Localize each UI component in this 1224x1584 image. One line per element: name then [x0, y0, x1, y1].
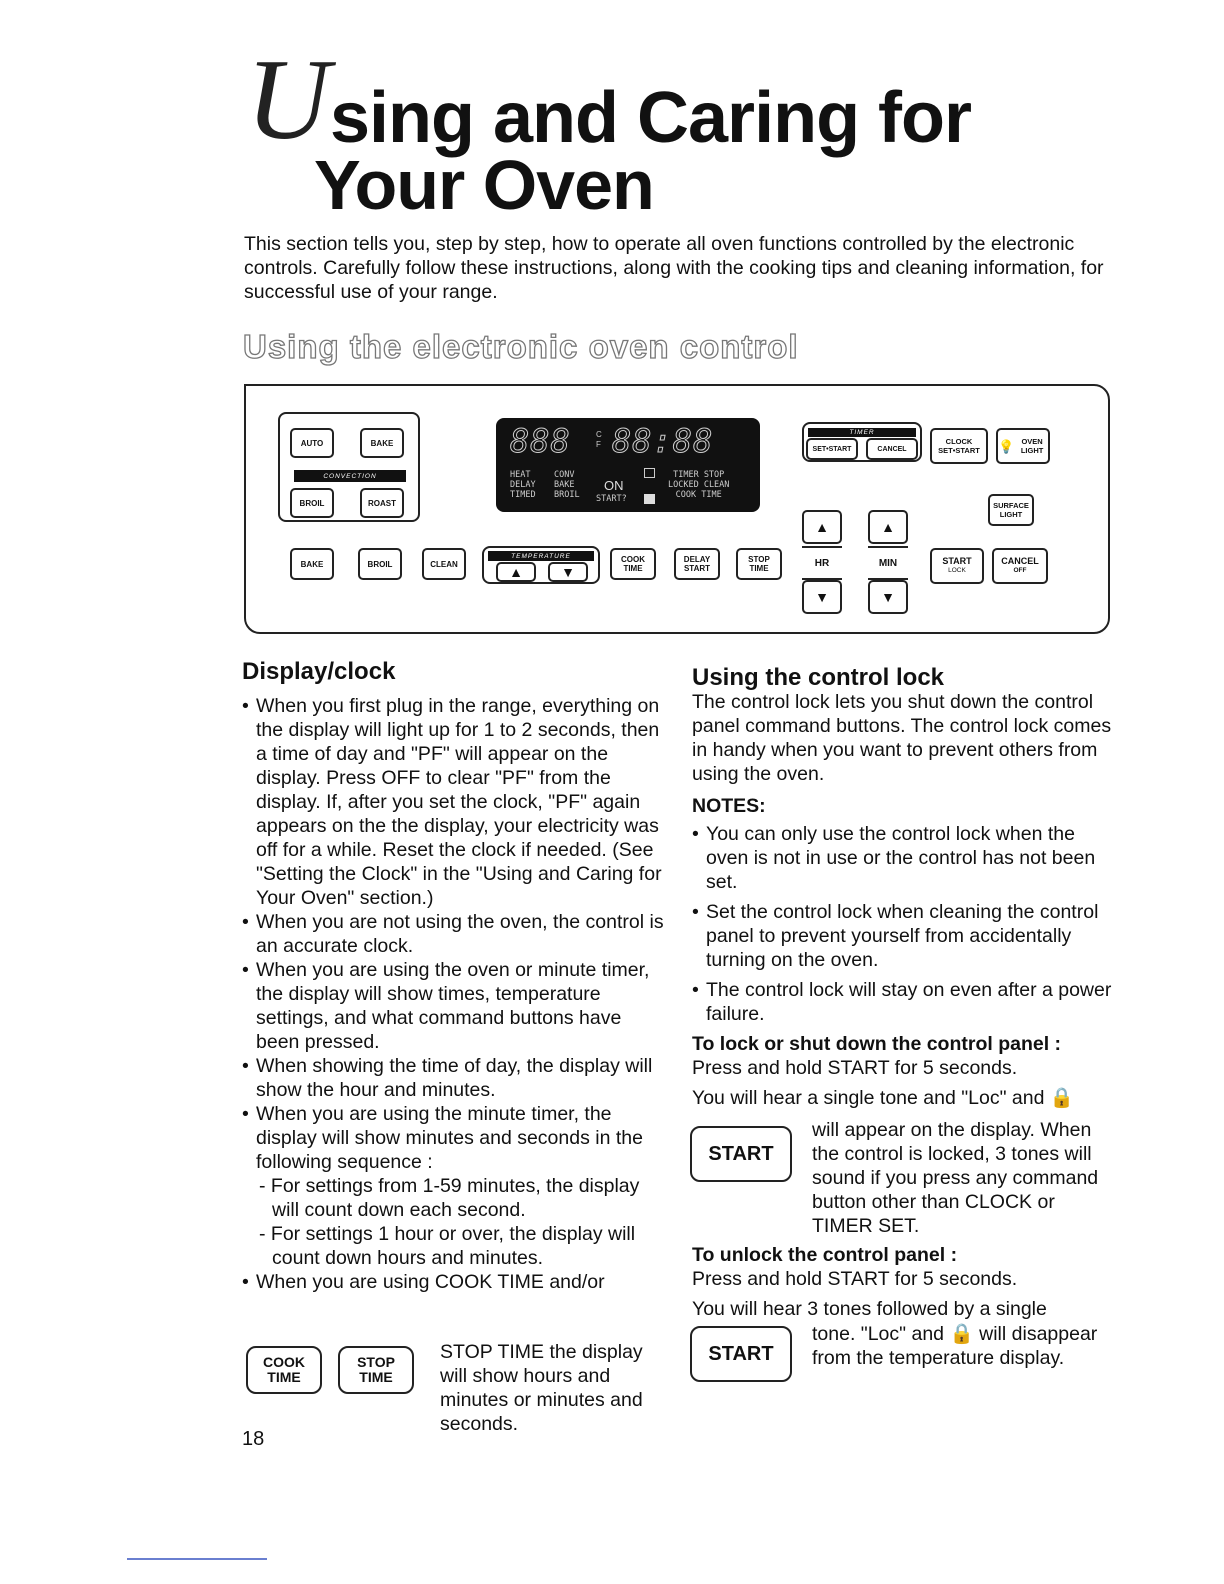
convection-label: CONVECTION — [294, 470, 406, 482]
footer-rule — [127, 1558, 267, 1560]
surface-light-button[interactable]: SURFACE LIGHT — [988, 494, 1034, 526]
lock-result-lead: You will hear a single tone and "Loc" and 🔒 — [692, 1087, 1075, 1109]
lcd-clock-digits: 88:88 — [612, 422, 714, 460]
note-item: • You can only use the control lock when the oven is not in use or the control has not been set. — [692, 822, 1112, 894]
timer-cancel-button[interactable]: CANCEL — [866, 438, 918, 460]
control-lock-intro: The control lock lets you shut down the control panel command buttons. The control lock comes in handy when you want to prevent others from using the oven. — [692, 691, 1112, 785]
start-label: START — [942, 556, 972, 566]
temperature-group — [482, 546, 600, 584]
note-item: • The control lock will stay on even after a power failure. — [692, 978, 1112, 1026]
lcd-temp-digits: 888 — [510, 422, 571, 460]
off-label: OFF — [1013, 567, 1027, 574]
clock-set-start-button[interactable] — [930, 428, 988, 464]
display-clock-bullet: • When you are using the oven or minute timer, the display will show times, temperature settings, and what command buttons have been pressed. — [242, 958, 666, 1054]
start-button[interactable] — [930, 548, 984, 584]
cook-time-button[interactable]: COOK TIME — [610, 548, 656, 580]
bake-button[interactable]: BAKE — [290, 548, 334, 580]
lcd-annunciators-1: HEAT DELAY TIMED — [510, 470, 536, 500]
broil-convection-button[interactable]: BROIL — [290, 488, 334, 518]
control-lock-heading: Using the control lock — [692, 664, 945, 691]
convection-group — [278, 412, 420, 522]
display-clock-bullet: • When you are using the minute timer, the display will show minutes and seconds in the following sequence : — [242, 1102, 666, 1174]
display-clock-bullet-continued: STOP TIME the display will show hours and minutes or minutes and seconds. — [440, 1341, 643, 1435]
display-clock-bullet: • When you are using COOK TIME and/or — [242, 1270, 666, 1294]
lcd-lock-icon — [644, 468, 655, 478]
hr-label: HR — [802, 546, 842, 580]
lcd-lock-square-icon — [644, 494, 655, 504]
min-up-button[interactable]: ▲ — [868, 510, 908, 544]
min-down-button[interactable]: ▼ — [868, 580, 908, 614]
oven-light-label: OVEN LIGHT — [1020, 437, 1044, 455]
section-title: Using the electronic oven control — [243, 328, 799, 365]
clock-label: CLOCK — [945, 437, 973, 446]
display-clock-bullet: • When you are not using the oven, the control is an accurate clock. — [242, 910, 666, 958]
temperature-label: TEMPERATURE — [488, 551, 594, 561]
lock-label: LOCK — [948, 567, 966, 574]
lock-step: Press and hold START for 5 seconds. — [692, 1057, 1018, 1079]
lcd-cf-indicator: C F — [596, 430, 602, 449]
lcd-annunciators-4: TIMER STOP LOCKED CLEAN COOK TIME — [668, 470, 730, 500]
cook-time-illustration: COOK TIME — [246, 1346, 322, 1394]
lock-heading: To lock or shut down the control panel : — [692, 1033, 1062, 1055]
lcd-start-prompt: START? — [596, 494, 627, 504]
lock-result-rest: will appear on the display. When the control is locked, 3 tones will sound if you press any command button other than CLOCK or TIMER SET. — [812, 1119, 1099, 1237]
bake-convection-button[interactable]: BAKE — [360, 428, 404, 458]
min-label: MIN — [868, 546, 908, 580]
intro-paragraph: This section tells you, step by step, how to operate all oven functions controlled by the electronic controls. Carefully follow these instructions, along with the cooking tips and cleaning information, for successful use of your range. — [244, 233, 1104, 303]
page-title-line1: sing and Caring for — [330, 78, 972, 158]
page-number: 18 — [242, 1428, 265, 1450]
unlock-section — [692, 1243, 1112, 1321]
lcd-display — [496, 418, 760, 512]
unlock-result-rest: tone. "Loc" and 🔒 will disappear from the temperature display. — [812, 1323, 1098, 1369]
hr-up-button[interactable]: ▲ — [802, 510, 842, 544]
title-drop-cap: U — [246, 36, 326, 164]
clock-set-start-label: SET•START — [938, 446, 980, 455]
display-clock-bullet: • When showing the time of day, the display will show the hour and minutes. — [242, 1054, 666, 1102]
unlock-heading: To unlock the control panel : — [692, 1244, 958, 1266]
timer-group — [802, 422, 922, 462]
display-clock-heading: Display/clock — [242, 658, 396, 685]
lcd-on: ON — [604, 478, 624, 493]
timer-set-start-button[interactable]: SET•START — [806, 438, 858, 460]
cancel-label: CANCEL — [1001, 556, 1039, 566]
broil-button[interactable]: BROIL — [358, 548, 402, 580]
display-clock-section — [242, 660, 666, 1294]
note-item: • Set the control lock when cleaning the control panel to prevent yourself from accidentally turning on the oven. — [692, 900, 1112, 972]
roast-button[interactable]: ROAST — [360, 488, 404, 518]
oven-light-button[interactable] — [996, 428, 1050, 464]
auto-button[interactable]: AUTO — [290, 428, 334, 458]
page-title-line2: Your Oven — [314, 146, 654, 224]
stop-time-button[interactable]: STOP TIME — [736, 548, 782, 580]
control-panel-diagram — [244, 384, 1110, 634]
temp-up-button[interactable]: ▲ — [496, 562, 536, 582]
light-bulb-icon: 💡 — [998, 438, 1015, 454]
notes-heading: NOTES: — [692, 795, 766, 817]
start-illustration-lock: START — [690, 1126, 792, 1182]
clean-button[interactable]: CLEAN — [422, 548, 466, 580]
control-lock-section — [692, 666, 1112, 1110]
stop-time-illustration: STOP TIME — [338, 1346, 414, 1394]
display-clock-bullet: • When you first plug in the range, everything on the display will light up for 1 to 2 seconds, then a time of day and "PF" will appear on the display. Press OFF to clear "PF" from the display. If, after you set the clock, "PF" again appears on the the display, your electricity was off for a while. Reset the clock if needed. (See "Setting the Clock" in the "Using and Caring for Your Oven" section.) — [242, 694, 666, 910]
temp-down-button[interactable]: ▼ — [548, 562, 588, 582]
start-illustration-unlock: START — [690, 1326, 792, 1382]
minute-timer-subitem: - For settings 1 hour or over, the display will count down hours and minutes. — [259, 1223, 636, 1269]
delay-start-button[interactable]: DELAY START — [674, 548, 720, 580]
minute-timer-subitem: - For settings from 1-59 minutes, the display will count down each second. — [259, 1175, 640, 1221]
unlock-step: Press and hold START for 5 seconds. — [692, 1268, 1018, 1290]
timer-label: TIMER — [808, 428, 916, 437]
unlock-result-lead: You will hear 3 tones followed by a single — [692, 1298, 1047, 1320]
hr-down-button[interactable]: ▼ — [802, 580, 842, 614]
lcd-annunciators-2: CONV BAKE BROIL — [554, 470, 580, 500]
cancel-off-button[interactable] — [992, 548, 1048, 584]
